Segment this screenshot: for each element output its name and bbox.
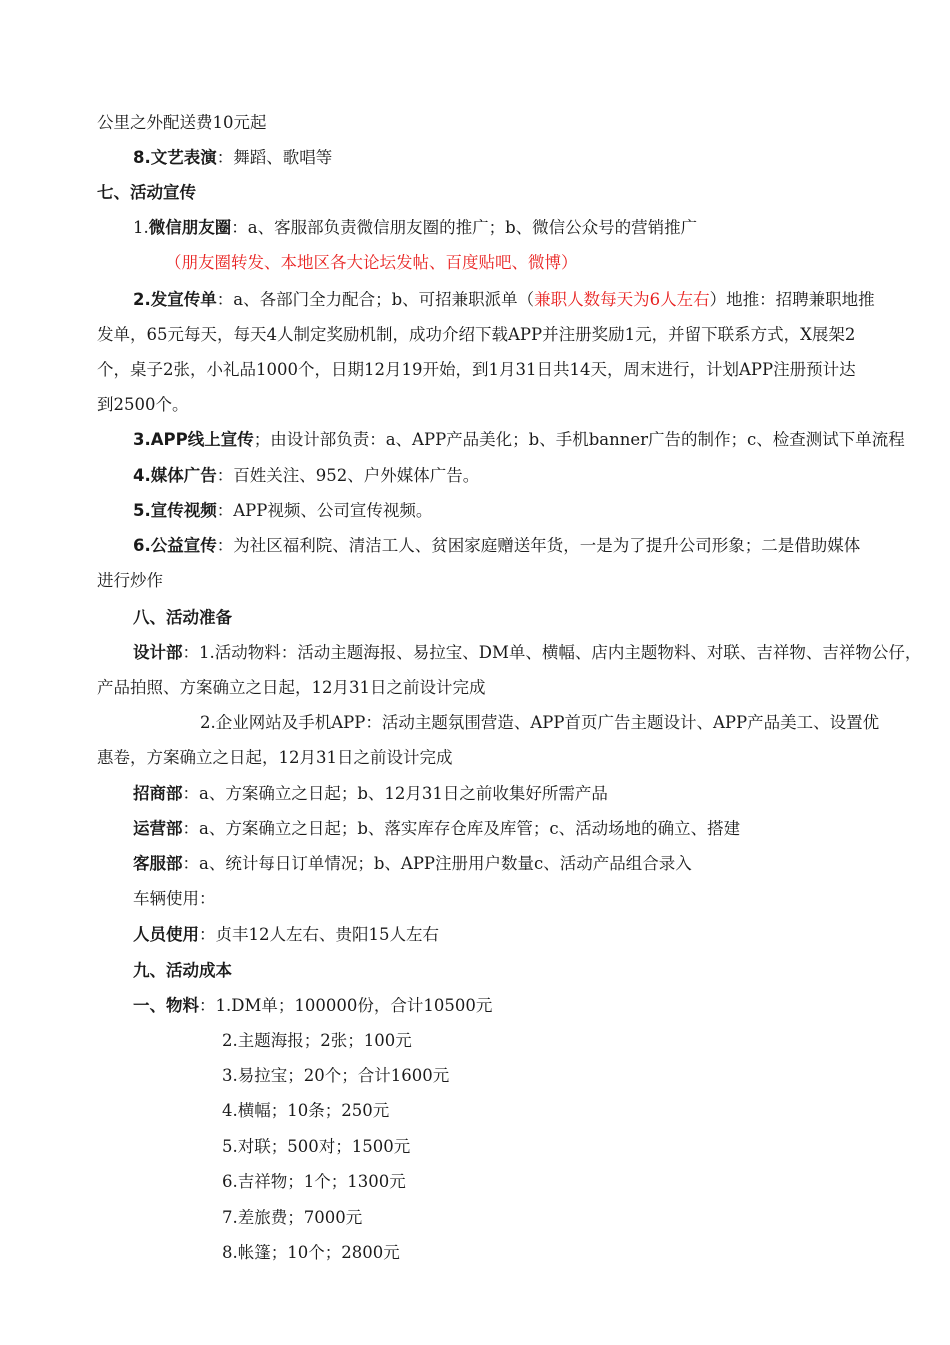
service-dept-text: ：a、统计每日订单情况；b、APP注册用户数量c、活动产品组合录入: [182, 854, 692, 873]
paragraph-design-dept: [133, 635, 943, 670]
paragraph-media-ads: [133, 458, 943, 493]
cost-item-banner: 4.横幅；10条；250元: [222, 1101, 390, 1120]
section-heading-9-text: 九、活动成本: [133, 961, 232, 980]
materials-text: ：1.DM单；100000份，合计10500元: [199, 996, 493, 1015]
media-ads-label: 4.媒体广告: [133, 466, 217, 485]
flyers-text-red: 兼职人数每天为6人左右: [534, 290, 710, 309]
section-heading-8-text: 八、活动准备: [133, 608, 232, 627]
paragraph-promo-video: [133, 493, 943, 528]
list-item: [222, 1164, 950, 1199]
paragraph-investment-dept: [133, 776, 943, 811]
paragraph-service-dept: [133, 846, 943, 881]
charity-text: ：为社区福利院、清洁工人、贫困家庭赠送年货，一是为了提升公司形象；二是借助媒体: [216, 536, 861, 555]
paragraph-flyers-cont-1: [97, 317, 907, 352]
charity-cont-text: 进行炒作: [97, 571, 163, 590]
operations-dept-text: ：a、方案确立之日起；b、落实库存仓库及库管；c、活动场地的确立、搭建: [182, 819, 741, 838]
flyers-text-a: ：a、各部门全力配合；b、可招兼职派单（: [216, 290, 535, 309]
flyers-label: 2.发宣传单: [133, 290, 217, 309]
design-dept-cont-text: 产品拍照、方案确立之日起，12月31日之前设计完成: [97, 678, 486, 697]
paragraph-flyers: [133, 282, 943, 317]
flyers-cont-3-text: 到2500个。: [97, 395, 189, 414]
paragraph-wechat: [133, 210, 943, 245]
paragraph-flyers-cont-2: [97, 352, 907, 387]
paragraph-staffing: [133, 917, 943, 952]
paragraph-charity: [133, 528, 943, 563]
flyers-cont-2-text: 个，桌子2张，小礼品1000个，日期12月19开始，到1月31日共14天，周末进行，计划APP注册预计达: [97, 360, 856, 379]
operations-dept-label: 运营部: [133, 819, 183, 838]
section-heading-8: [133, 600, 943, 635]
list-item: [222, 1235, 950, 1270]
paragraph-materials: [133, 988, 943, 1023]
wechat-num: 1.: [133, 218, 149, 237]
materials-label: 一、物料: [133, 996, 199, 1015]
section-heading-7: [97, 175, 907, 210]
app-online-text: ；由设计部负责：a、APP产品美化；b、手机banner广告的制作；c、检查测试下单流程: [253, 430, 905, 449]
cost-item-travel: 7.差旅费；7000元: [222, 1208, 363, 1227]
performance-label: 8.文艺表演: [133, 148, 217, 167]
design-website-cont-text: 惠卷，方案确立之日起，12月31日之前设计完成: [97, 748, 453, 767]
list-item: [222, 1200, 950, 1235]
charity-label: 6.公益宣传: [133, 536, 217, 555]
cost-item-couplets: 5.对联；500对；1500元: [222, 1137, 411, 1156]
wechat-text: ：a、客服部负责微信朋友圈的推广；b、微信公众号的营销推广: [231, 218, 698, 237]
vehicles-text: 车辆使用：: [133, 889, 216, 908]
paragraph-app-online: [133, 422, 943, 457]
cost-item-poster: 2.主题海报；2张；100元: [222, 1031, 412, 1050]
service-dept-label: 客服部: [133, 854, 183, 873]
flyers-text-b: ）地推：招聘兼职地推: [709, 290, 875, 309]
promo-video-label: 5.宣传视频: [133, 501, 217, 520]
flyers-cont-1-text: 发单，65元每天，每天4人制定奖励机制，成功介绍下载APP并注册奖励1元，并留下联系方式，X展架2: [97, 325, 856, 344]
paragraph-performance: [133, 140, 943, 175]
wechat-label: 微信朋友圈: [148, 218, 232, 237]
performance-text: ：舞蹈、歌唱等: [216, 148, 333, 167]
media-ads-text: ：百姓关注、952、户外媒体广告。: [216, 466, 480, 485]
paragraph-design-website: [200, 705, 950, 740]
design-dept-text: ：1.活动物料：活动主题海报、易拉宝、DM单、横幅、店内主题物料、对联、吉祥物、吉祥物公仔，: [182, 643, 922, 662]
investment-dept-label: 招商部: [133, 784, 183, 803]
section-heading-7-text: 七、活动宣传: [97, 183, 196, 202]
cost-item-rollup: 3.易拉宝；20个；合计1600元: [222, 1066, 450, 1085]
list-item: [222, 1023, 950, 1058]
paragraph-operations-dept: [133, 811, 943, 846]
delivery-fee-text: 公里之外配送费10元起: [97, 113, 267, 132]
staffing-label: 人员使用: [133, 925, 199, 944]
list-item: [222, 1093, 950, 1128]
list-item: [222, 1058, 950, 1093]
paragraph-delivery-fee: [97, 105, 907, 140]
wechat-channels-text: （朋友圈转发、本地区各大论坛发帖、百度贴吧、微博）: [165, 253, 578, 272]
staffing-text: ：贞丰12人左右、贵阳15人左右: [199, 925, 439, 944]
paragraph-design-website-cont: [97, 740, 907, 775]
paragraph-vehicles: [133, 881, 943, 916]
app-online-label: 3.APP线上宣传: [133, 430, 254, 449]
section-heading-9: [133, 953, 943, 988]
paragraph-wechat-channels: [165, 245, 950, 280]
paragraph-design-dept-cont: [97, 670, 907, 705]
cost-item-mascot: 6.吉祥物；1个；1300元: [222, 1172, 406, 1191]
promo-video-text: ：APP视频、公司宣传视频。: [216, 501, 433, 520]
design-website-text: 2.企业网站及手机APP：活动主题氛围营造、APP首页广告主题设计、APP产品美工、设置优: [200, 713, 880, 732]
paragraph-charity-cont: [97, 563, 907, 598]
cost-item-tents: 8.帐篷；10个；2800元: [222, 1243, 400, 1262]
design-dept-label: 设计部: [133, 643, 183, 662]
list-item: [222, 1129, 950, 1164]
investment-dept-text: ：a、方案确立之日起；b、12月31日之前收集好所需产品: [182, 784, 608, 803]
paragraph-flyers-cont-3: [97, 387, 907, 422]
